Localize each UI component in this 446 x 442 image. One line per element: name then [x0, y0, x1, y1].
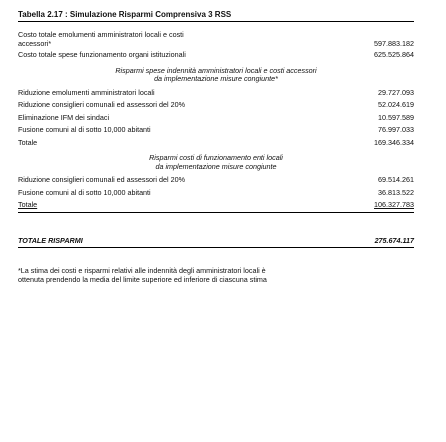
section1-heading: Risparmi spese indennità amministratori locali e costi accessori da implementazione misure congiunte* [115, 65, 317, 83]
grand-total-label: TOTALE RISPARMI [18, 235, 83, 245]
section1-total-row [18, 137, 414, 150]
section2-total-value: 106.327.783 [374, 200, 414, 209]
cost-totals [18, 29, 414, 62]
cost-label-funzionamento: Costo totale spese funzionamento organi istituzionali [18, 50, 186, 59]
cost-value-emolumenti: 597.883.182 [374, 39, 414, 48]
cost-value-funzionamento: 625.525.864 [374, 50, 414, 59]
footnote: *La stima dei costi e risparmi relativi alle indennità degli amministratori locali è ottenuta prendendo la media del limite superiore ed inferiore di ciascuna stima [18, 266, 267, 284]
section2-total-row [18, 199, 414, 213]
section2-total-label: Totale [18, 200, 38, 209]
grand-total-value: 275.674.117 [374, 235, 414, 245]
table-row: Eliminazione IFM dei sindaci 10.597.589 [18, 112, 414, 122]
cost-row-funzionamento [18, 49, 414, 62]
table-row: Fusione comuni al di sotto 10,000 abitanti 76.997.033 [18, 125, 414, 134]
section1-total-value: 169.346.334 [374, 137, 414, 147]
cost-label-emolumenti: Costo totale emolumenti amministratori locali e costi accessori* [18, 30, 184, 48]
cost-row-emolumenti [18, 29, 414, 49]
table-row: Riduzione emolumenti amministratori locali 29.727.093 [18, 87, 414, 97]
section2-rows [18, 174, 414, 213]
table-row: Riduzione consiglieri comunali ed assessori del 20% 52.024.619 [18, 100, 414, 109]
table-row: Fusione comuni al di sotto 10,000 abitanti 36.813.522 [18, 187, 414, 197]
section1-total-label: Totale [18, 137, 38, 147]
table-row: Riduzione consiglieri comunali ed assessori del 20% 69.514.261 [18, 175, 414, 184]
table-title: Tabella 2.17 : Simulazione Risparmi Comprensiva 3 RSS [18, 10, 414, 22]
table-document [18, 10, 414, 284]
section2-heading: Risparmi costi di funzionamento enti locali da implementazione misure congiunte [149, 153, 283, 171]
section1-rows [18, 87, 414, 150]
grand-total-row [18, 235, 414, 249]
